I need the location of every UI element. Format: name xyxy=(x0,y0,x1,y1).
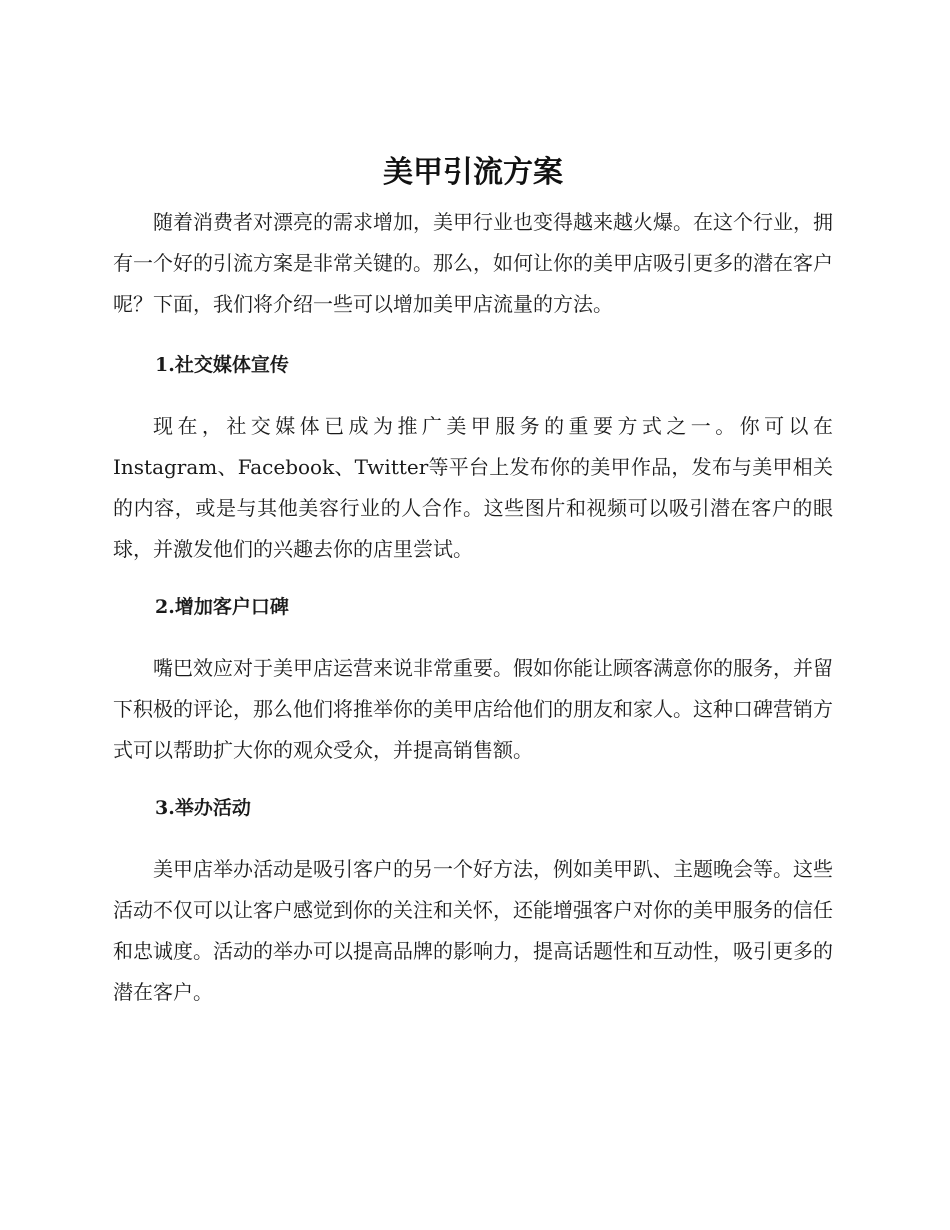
intro-paragraph: 随着消费者对漂亮的需求增加，美甲行业也变得越来越火爆。在这个行业，拥有一个好的引流方案是非常关键的。那么，如何让你的美甲店吸引更多的潜在客户呢？下面，我们将介绍一些可以增加美甲店流量的方法。 xyxy=(113,210,833,316)
section-heading-social-media: 1.社交媒体宣传 xyxy=(155,354,289,376)
section-body-word-of-mouth: 嘴巴效应对于美甲店运营来说非常重要。假如你能让顾客满意你的服务，并留下积极的评论，那么他们将推举你的美甲店给他们的朋友和家人。这种口碑营销方式可以帮助扩大你的观众受众，并提高销售额。 xyxy=(113,656,833,762)
section-body-events: 美甲店举办活动是吸引客户的另一个好方法，例如美甲趴、主题晚会等。这些活动不仅可以让客户感觉到你的关注和关怀，还能增强客户对你的美甲服务的信任和忠诚度。活动的举办可以提高品牌的影响力，提高话题性和互动性，吸引更多的潜在客户。 xyxy=(113,857,833,1004)
document-body xyxy=(113,150,833,1013)
section-heading-word-of-mouth: 2.增加客户口碑 xyxy=(155,596,289,618)
document-title: 美甲引流方案 xyxy=(383,155,563,190)
section-heading-events: 3.举办活动 xyxy=(155,797,251,819)
section-body-social-media: 现在，社交媒体已成为推广美甲服务的重要方式之一。你可以在Instagram、Facebook、Twitter等平台上发布你的美甲作品，发布与美甲相关的内容，或是与其他美容行业的人合作。这些图片和视频可以吸引潜在客户的眼球，并激发他们的兴趣去你的店里尝试。 xyxy=(113,414,833,561)
